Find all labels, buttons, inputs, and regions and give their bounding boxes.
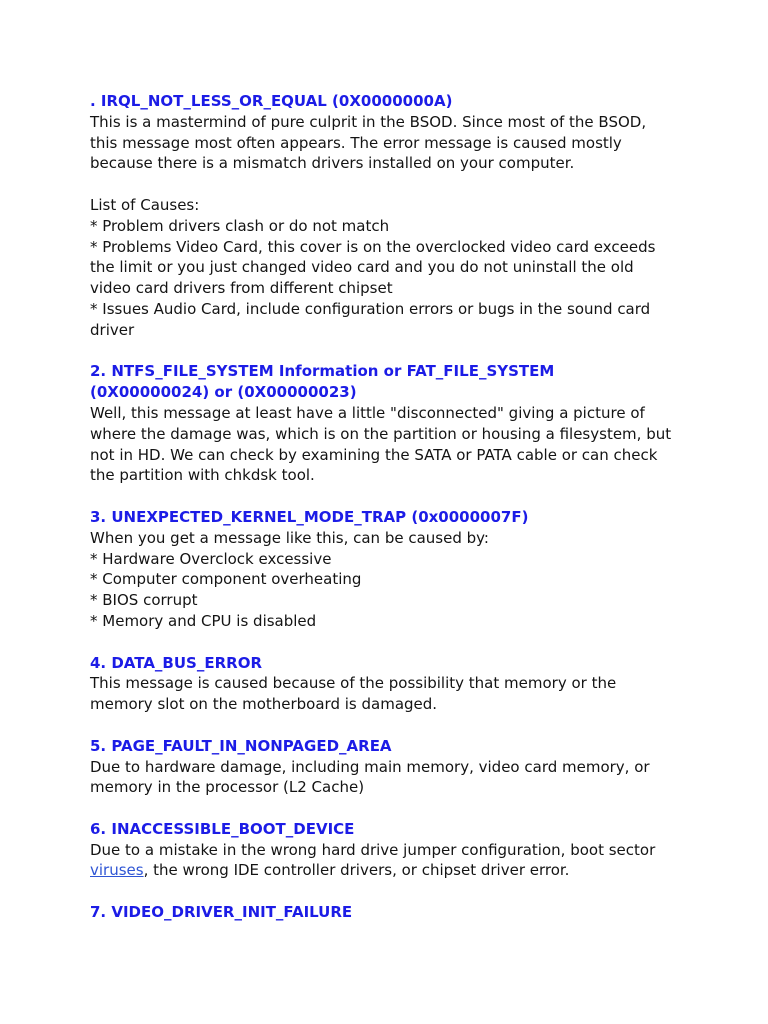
heading-line: 3. UNEXPECTED_KERNEL_MODE_TRAP (0x0000007F) [90, 507, 529, 526]
heading-line: 2. NTFS_FILE_SYSTEM Information or FAT_FILE_SYSTEM [90, 362, 555, 381]
text-line-rest: , the wrong IDE controller drivers, or chipset driver error. [143, 861, 570, 880]
description-paragraph [90, 528, 768, 632]
section-heading [90, 361, 768, 403]
section-heading [90, 902, 768, 923]
description-paragraph [90, 112, 768, 174]
section-heading [90, 507, 768, 528]
text-line: This is a mastermind of pure culprit in the BSOD. Since most of the BSOD, [90, 112, 647, 131]
description-paragraph [90, 757, 768, 799]
section-data-bus-error [90, 653, 768, 715]
description-paragraph [90, 403, 768, 486]
heading-line: . IRQL_NOT_LESS_OR_EQUAL (0X0000000A) [90, 92, 453, 110]
text-line: Due to a mistake in the wrong hard drive jumper configuration, boot sector [90, 840, 656, 859]
list-item-continuation: video card drivers from different chipset [90, 279, 393, 298]
text-line: not in HD. We can check by examining the SATA or PATA cable or can check [90, 445, 658, 464]
text-line: because there is a mismatch drivers installed on your computer. [90, 154, 575, 173]
text-line: This message is caused because of the possibility that memory or the [90, 674, 617, 693]
list-item: * Computer component overheating [90, 570, 362, 589]
section-unexpected-kernel-mode-trap [90, 507, 768, 632]
causes-list [90, 195, 768, 341]
text-line: Well, this message at least have a little "disconnected" giving a picture of [90, 403, 645, 422]
text-line: Due to hardware damage, including main memory, video card memory, or [90, 757, 650, 776]
heading-line: (0X00000024) or (0X00000023) [90, 383, 357, 402]
list-item: * Hardware Overclock excessive [90, 549, 332, 568]
list-item-continuation: driver [90, 320, 135, 339]
section-heading [90, 91, 768, 112]
text-line-with-link [90, 860, 768, 881]
heading-line: 6. INACCESSIBLE_BOOT_DEVICE [90, 819, 355, 838]
section-ntfs-file-system [90, 361, 768, 486]
section-heading [90, 736, 768, 757]
section-irql-not-less-or-equal [90, 91, 768, 341]
list-item: * Problems Video Card, this cover is on the overclocked video card exceeds [90, 237, 656, 256]
text-line: memory slot on the motherboard is damaged. [90, 695, 438, 714]
text-line: this message most often appears. The error message is caused mostly [90, 133, 622, 152]
section-video-driver-init-failure [90, 902, 768, 923]
section-page-fault-in-nonpaged-area [90, 736, 768, 798]
list-item: * Issues Audio Card, include configuration errors or bugs in the sound card [90, 299, 651, 318]
description-paragraph [90, 840, 768, 882]
text-line: the partition with chkdsk tool. [90, 466, 315, 485]
section-heading [90, 653, 768, 674]
text-line: where the damage was, which is on the partition or housing a filesystem, but [90, 424, 672, 443]
text-line: memory in the processor (L2 Cache) [90, 778, 365, 797]
list-item: * Memory and CPU is disabled [90, 611, 317, 630]
list-item: * BIOS corrupt [90, 591, 198, 610]
text-line: When you get a message like this, can be caused by: [90, 528, 489, 547]
description-paragraph [90, 673, 768, 715]
heading-line: 7. VIDEO_DRIVER_INIT_FAILURE [90, 903, 353, 922]
list-item-continuation: the limit or you just changed video card and you do not uninstall the old [90, 258, 634, 277]
viruses-link[interactable]: viruses [90, 861, 144, 880]
heading-line: 5. PAGE_FAULT_IN_NONPAGED_AREA [90, 736, 392, 755]
section-heading [90, 819, 768, 840]
list-item: * Problem drivers clash or do not match [90, 216, 390, 235]
section-inaccessible-boot-device [90, 819, 768, 881]
heading-line: 4. DATA_BUS_ERROR [90, 653, 262, 672]
list-title: List of Causes: [90, 195, 200, 214]
